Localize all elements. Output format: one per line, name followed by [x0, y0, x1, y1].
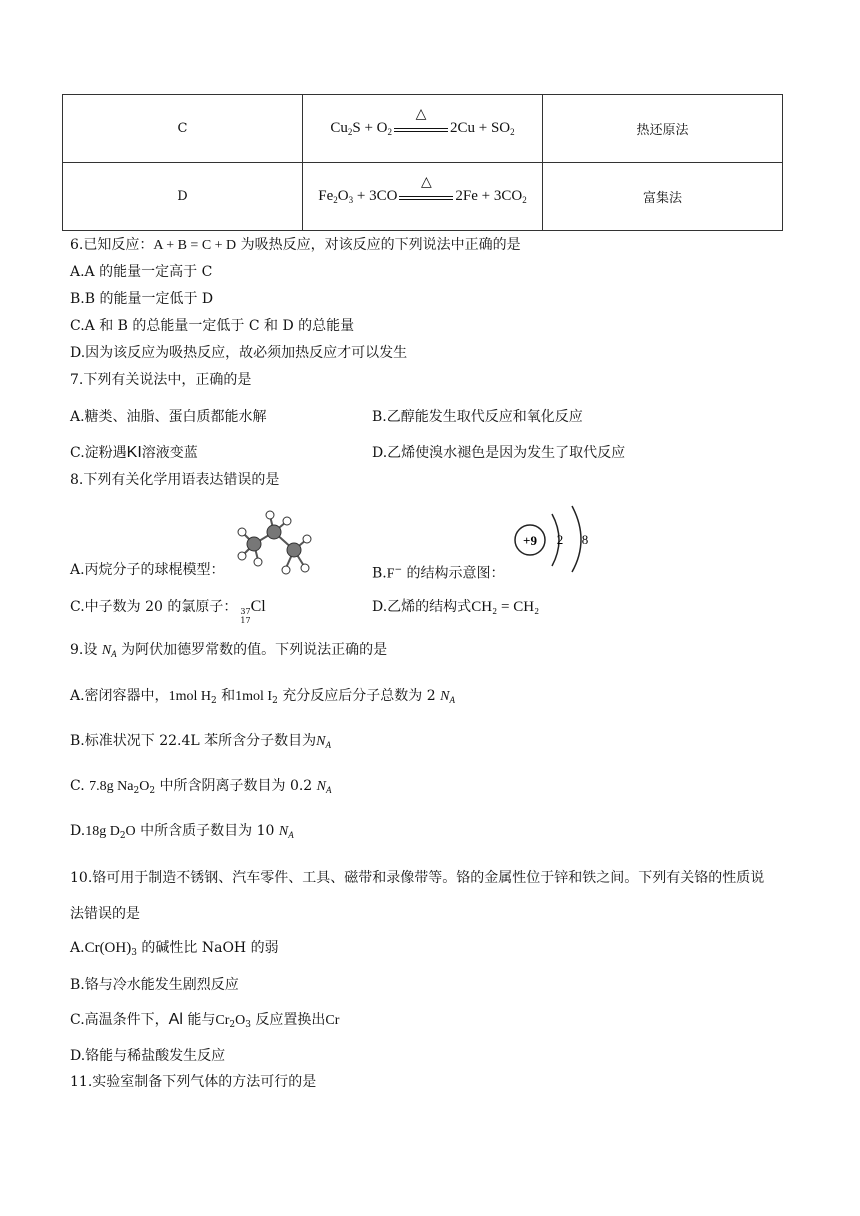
equation-cell [303, 95, 543, 163]
q6-option-d: D.因为该反应为吸热反应，故必须加热反应才可以发生 [70, 345, 408, 361]
method-cell: 富集法 [543, 163, 783, 231]
options-table [62, 94, 783, 231]
q6-option-c: C.A 和 B 的总能量一定低于 C 和 D 的总能量 [70, 318, 355, 334]
table-row [63, 95, 783, 163]
q9-stem: 9.设 $N_A$ 为阿伏加德罗常数的值。下列说法正确的是 [70, 642, 388, 659]
q6-option-a: A.A 的能量一定高于 C [70, 264, 213, 280]
q7-option-b: B.乙醇能发生取代反应和氧化反应 [372, 409, 583, 425]
q9-option-d: D.18g $D_2O$ 中所含质子数目为 10 $N_A$ [70, 823, 294, 841]
q7-option-c: C.淀粉遇KI溶液变蓝 [70, 444, 198, 461]
shell-1-count: 2 [556, 532, 564, 547]
heat-arrow: △ [399, 190, 453, 204]
q9-option-c: C. 7.8g $Na_2O_2$ 中所含阴离子数目为 0.2 $N_A$ [70, 778, 332, 796]
q9-option-b: B.标准状况下 22.4L 苯所含分子数目为$N_A$ [70, 733, 331, 750]
table-row [63, 163, 783, 231]
q10-option-c: C.高温条件下，Al 能与$Cr_2O_3$ 反应置换出Cr [70, 1011, 340, 1030]
q7-option-a: A.糖类、油脂、蛋白质都能水解 [70, 409, 267, 425]
q8-option-c: C.中子数为 20 的氯原子： 37 17 Cl [70, 598, 266, 625]
q6-option-b: B.B 的能量一定低于 D [70, 291, 214, 307]
equation-cell [303, 163, 543, 231]
q7-option-d: D.乙烯使溴水褪色是因为发生了取代反应 [372, 445, 626, 461]
q6-stem: 6.已知反应：A + B = C + D 为吸热反应，对该反应的下列说法中正确的是 [70, 237, 521, 253]
q10-option-b: B.铬与冷水能发生剧烈反应 [70, 977, 239, 993]
q8-stem: 8.下列有关化学用语表达错误的是 [70, 472, 280, 488]
equation: $Cu_2S + O_2$ △ $2Cu + SO_2$ [330, 106, 515, 137]
q10-stem-line1: 10.铬可用于制造不锈钢、汽车零件、工具、磁带和录像带等。铬的金属性位于锌和铁之间。下列有关铬的性质说 [70, 870, 765, 886]
q8-option-b: B.F− 的结构示意图： [372, 565, 505, 582]
q11-stem: 11.实验室制备下列气体的方法可行的是 [70, 1074, 317, 1090]
row-label: D [63, 163, 303, 231]
equation: $Fe_2O_3 + 3CO$ △ $2Fe + 3CO_2$ [318, 174, 527, 205]
q9-option-a: A.密闭容器中，1mol $H_2$ 和1mol $I_2$ 充分反应后分子总数为 2 $N_A$ [70, 688, 455, 706]
nucleus-label: +9 [523, 533, 537, 548]
q8-option-a: A.丙烷分子的球棍模型： [70, 562, 225, 578]
q8-option-d: D.乙烯的结构式CH₂ = CH₂ [372, 599, 540, 615]
method-cell: 热还原法 [543, 95, 783, 163]
fluoride-structure-diagram [508, 502, 600, 574]
heat-arrow: △ [394, 122, 448, 136]
q7-stem: 7.下列有关说法中，正确的是 [70, 372, 252, 388]
shell-2-count: 8 [581, 532, 589, 547]
q10-stem-line2: 法错误的是 [70, 906, 140, 922]
q10-option-d: D.铬能与稀盐酸发生反应 [70, 1048, 226, 1064]
propane-ball-stick-model [234, 510, 314, 578]
row-label: C [63, 95, 303, 163]
q10-option-a: $A.Cr(OH)_3$ 的碱性比 NaOH 的弱 [70, 940, 279, 958]
